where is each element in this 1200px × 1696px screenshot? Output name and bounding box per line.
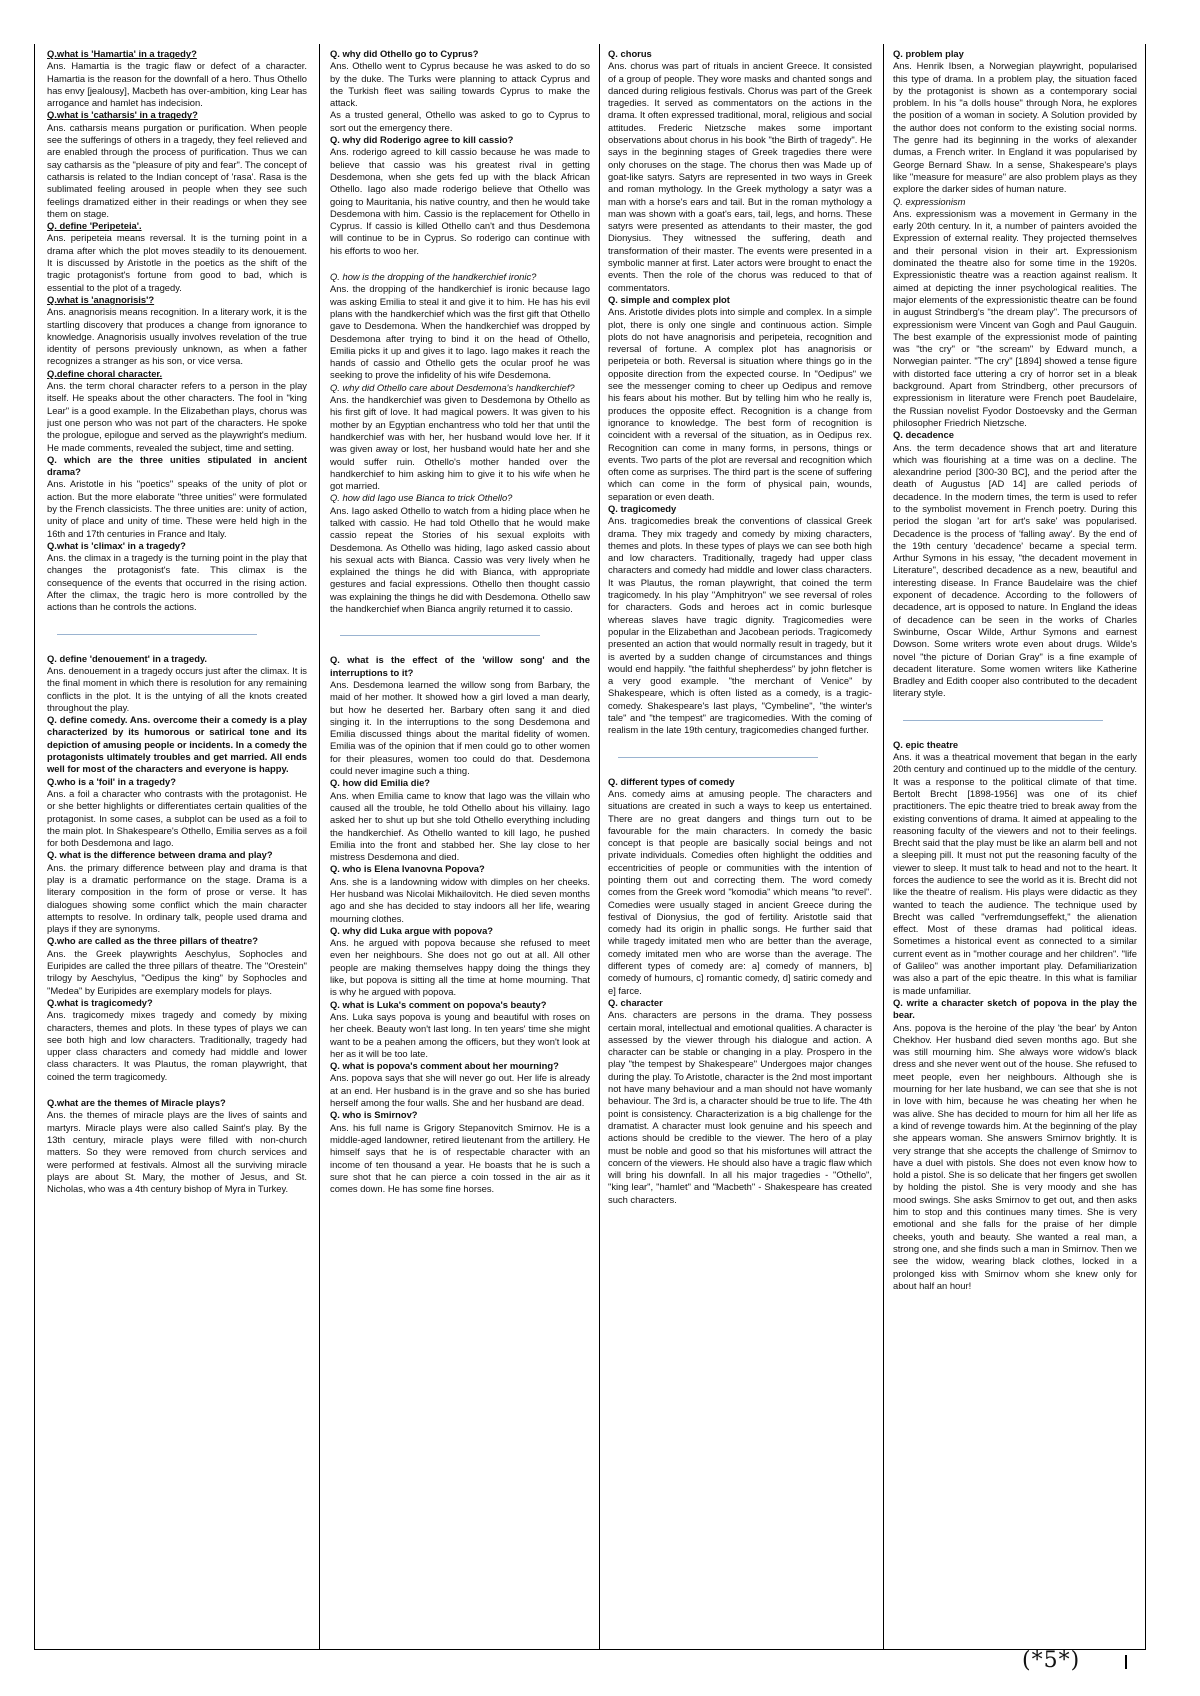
answer-text: Ans. denouement in a tragedy occurs just after the climax. It is the final moment in which there is resolution for any remaining conflicts in the plot. It is the untying of all the knots created throughout the play. <box>47 664 307 713</box>
column-1 <box>47 48 307 1645</box>
question-heading: Q. simple and complex plot <box>608 293 730 305</box>
question-heading: Q. character <box>608 996 663 1008</box>
question-heading: Q. what is popova's comment about her mourning? <box>330 1060 559 1072</box>
question-heading: Q. problem play <box>893 48 964 59</box>
question-heading: Q.what is tragicomedy? <box>47 996 153 1008</box>
question-heading: Q.what is 'anagnorisis'? <box>47 293 155 305</box>
column-divider <box>319 44 320 1649</box>
answer-text: Ans. catharsis means purgation or purification. When people see the sufferings of others in a tragedy, they feel relieved and are enabled through the process of purification. Thus we can say catharsis as the "pleasure of pity and fear". The concept of catharsis is related to the Indian concept of 'rasa'. Rasa is the sublimated feeling aroused in people when they see such feelings dramatized either in their readings or when they see them on stage. <box>47 121 307 219</box>
spacer <box>330 257 590 271</box>
column-divider <box>883 44 884 1649</box>
question-heading: Q. why did Roderigo agree to kill cassio? <box>330 134 514 146</box>
question-heading: Q. how did Iago use Bianca to trick Othello? <box>330 492 513 504</box>
answer-text: Ans. when Emilia came to know that Iago was the villain who caused all the trouble, he told Othello about his villainy. Iago asked her to shut up but she told Othello everything including the handkerchief. As Othello wanted to kill Iago, he pushed Emilia into the front and stabbed her. She lay close to her mistress Desdemona and died. <box>330 789 590 863</box>
answer-text: Ans. she is a landowning widow with dimples on her cheeks. Her husband was Nicolai Mikhailovitch. He died seven months ago and she has decided to stay indoors all her life, wearing mourning clothes. <box>330 875 590 924</box>
page-number: (*5*) <box>1022 1648 1081 1673</box>
answer-text: Ans. Othello went to Cyprus because he was asked to do so by the duke. The Turks were planning to attack Cyprus and the Turkish fleet was sailing towards Cyprus to make the attack. <box>330 60 590 109</box>
section-separator <box>57 634 257 635</box>
answer-text: Ans. chorus was part of rituals in ancient Greece. It consisted of a group of people. They wore masks and chanted songs and danced during religious festivals. Chorus was part of the Greek tragedies. It served as commentators on the actions in the drama. It often expressed traditional, moral, religious and social attitudes. Frederic Nietzsche makes some important observations about chorus in his book "the Birth of tragedy". He says in the beginning stages of Greek tragedies there were only choruses on the stage. The chorus then was Made up of goat-like satyrs. Satyrs are represented in two ways in Greek and roman mythology. In the Greek mythology a satyr was a man with a horse's ears and tail. But in the roman mythology a man was shown with a goat's ears, tail, legs, and horns. These satyrs were presented as attendants to their master, the god Dionysius. They witnessed the suffering, death and transformation of their master. The events were presented in a symbolic manner at first. Later actors were brought to enact the events. Then the role of the chorus was reduced to that of commentators. <box>608 60 872 293</box>
question-heading: Q. why did Luka argue with popova? <box>330 924 494 936</box>
question-heading: Q. why did Othello care about Desdemona's handkerchief? <box>330 381 575 393</box>
question-heading: Q.what is 'climax' in a tragedy? <box>47 539 186 551</box>
answer-text: Ans. Aristotle divides plots into simple and complex. In a simple plot, there is only one single and continuous action. Simple plots do not have anagnorisis and peripeteia, recognition and reversal of fortune. A complex plot has anagnorisis or peripeteia or both. Reversal is situation where things go in the opposite direction from the expected course. In "Oedipus" we see the messenger coming to cheer up Oedipus and remove his fears about his mother. But by telling him who he really is, produces the opposite effect. Recognition is a change from ignorance to knowledge. The best form of recognition is coincident with a reversal of the situation, as in Oedipus rex. Recognition can come in many forms, in persons, things or events. Two parts of the plot are reversal and recognition which often come as surprises. The third part is the scene of suffering which can come in the form of physical pain, wounds, separation or even death. <box>608 306 872 502</box>
question-heading: Q. how is the dropping of the handkerchief ironic? <box>330 271 537 283</box>
answer-text: Ans. a foil a character who contrasts with the protagonist. He or she better highlights or differentiates certain qualities of the protagonist. In some cases, a subplot can be used as a foil to the main plot. In Shakespeare's Othello, Emilia serves as a foil for both Desdemona and Iago. <box>47 787 307 849</box>
question-heading: Q.what is 'catharsis' in a tragedy? <box>47 109 198 121</box>
question-heading: Q. which are the three unities stipulated in ancient drama? <box>47 453 307 478</box>
answer-text: Ans. the climax in a tragedy is the turning point in the play that changes the protagonist's fate. This climax is the consequence of the events that occurred in the rising action. After the climax, the tragic hero is more controlled by the actions than he controls the actions. <box>47 552 307 613</box>
answer-text: Ans. Henrik Ibsen, a Norwegian playwright, popularised this type of drama. In a problem play, the situation faced by the protagonist is shown as a contemporary social problem. In his "a dolls house" through Nora, he explores the position of a woman in society. A Solution provided by the author does not conform to the existing social norms. The genre had its beginning in the works of alexander dumas, a French writer. In England it was popularised by George Bernard Shaw. In a sense, Shakespeare's plays like "measure for measure" are also problem plays as they explore the darker sides of human nature. <box>893 60 1137 195</box>
section-separator <box>340 635 540 636</box>
question-heading: Q.who is a 'foil' in a tragedy? <box>47 775 176 787</box>
question-heading: Q.what is 'Hamartia' in a tragedy? <box>47 48 197 59</box>
question-heading: Q. tragicomedy <box>608 502 677 514</box>
question-heading: Q. decadence <box>893 429 954 441</box>
answer-text: Ans. expressionism was a movement in Germany in the early 20th century. In it, a number of painters avoided the Expression of external reality. They projected themselves and their personal vision in their art. Expressionism dominated the theatre also for some time in the 1920s. Expressionistic theatre was a reaction against realism. It aimed at depicting the inner psychological realities. The major elements of the expressionistic theatre can be found in august Strindberg's "the dream play". The precursors of expressionism were Vincent van Gogh and Paul Gauguin. The best example of the expressionist mode of painting was "the cry" or "the scream" by Edward munch, a Norwegian painter. "The cry" [1894] showed a tense figure with distorted face uttering a cry of horror set in a bleak background. Apart from Strindberg, other precursors of expressionism in literature were French poet Baudelaire, the Russian novelist Fyodor Dostoevsky and the German philosopher Friedrich Nietzsche. <box>893 207 1137 428</box>
question-heading: Q. who is Smirnov? <box>330 1109 418 1121</box>
answer-text: Ans. Iago asked Othello to watch from a hiding place when he talked with cassio. He had told Othello that he would make cassio repeat the Stories of his sexual exploits with Desdemona. As Othello was hiding, Iago asked cassio about his sexual acts with Bianca. Cassio was very lively when he explained the things he did with Bianca, with appropriate gestures and facial expressions. Othello then thought cassio was explaining the things he did with Desdemona. Othello saw the handkerchief when Bianca angrily returned it to cassio. <box>330 504 590 615</box>
question-heading: Q. define 'Peripeteia'. <box>47 220 142 232</box>
section-separator <box>618 757 818 758</box>
question-heading: Q. how did Emilia die? <box>330 777 431 789</box>
answer-text: Ans. popova says that she will never go out. Her life is already at an end. Her husband is in the grave and so she has buried herself among the four walls. She and her husband are dead. <box>330 1072 590 1109</box>
answer-text: Ans. the Greek playwrights Aeschylus, Sophocles and Euripides are called the three pillars of theatre. The "Orestein" trilogy by Aeschylus, "Oedipus the king" by Sophocles and "Medea" by Euripides are exemplary models for plays. <box>47 947 307 996</box>
question-heading: Q.define choral character. <box>47 367 163 379</box>
question-heading: Q.who are called as the three pillars of theatre? <box>47 935 259 947</box>
question-heading: Q. what is the difference between drama and play? <box>47 849 273 861</box>
answer-text: Ans. the term choral character refers to a person in the play itself. He speaks about the other characters. The fool in "king Lear" is a good example. In the Elizabethan plays, chorus was just one person who was not part of the characters. He spoke the prologue, epilogue and served as the playwright's medium. He made comments, revealed the subject, time and setting. <box>47 380 307 453</box>
question-heading: Q. define comedy. Ans. overcome their a comedy is a play characterized by its humorous or satirical tone and its depiction of amusing people or incidents. In a comedy the protagonists ultimately troubles and get married. All ends well for most of the characters and everyone is happy. <box>47 714 307 775</box>
corner-mark <box>1125 1655 1127 1669</box>
column-2 <box>330 48 590 1645</box>
question-heading: Q. write a character sketch of popova in the play the bear. <box>893 996 1137 1021</box>
column-divider <box>599 44 600 1649</box>
answer-text: Ans. anagnorisis means recognition. In a literary work, it is the startling discovery that produces a change from ignorance to knowledge. Anagnorisis usually involves revelation of the true identity of persons previously unknown, as when a father recognizes a stranger as his son, or vice versa. <box>47 306 307 367</box>
answer-text: Ans. the primary difference between play and drama is that play is a dramatic performance on the stage. Drama is a literary composition in the form of prose or verse. It has dialogues showing some conflict which the main character attempts to resolve. In ordinary talk, people used drama and plays if they are synonyms. <box>47 861 307 935</box>
answer-text: Ans. Hamartia is the tragic flaw or defect of a character. Hamartia is the reason for the downfall of a hero. Thus Othello has envy [jealousy], Macbeth has over-ambition, king Lear has arrogance and hamlet has indecision. <box>47 60 307 109</box>
answer-text: Ans. tragicomedy mixes tragedy and comedy by mixing characters, themes and plots. In these types of plays we can see both high and low characters. Traditionally, tragedy had upper class characters and comedy had middle and lower class characters. It was Plautus, the roman playwright, that coined the term tragicomedy. <box>47 1009 307 1082</box>
question-heading: Q. why did Othello go to Cyprus? <box>330 48 479 59</box>
answer-text: Ans. peripeteia means reversal. It is the turning point in a drama after which the plot moves steadily to its denouement. It is discussed by Aristotle in the poetics as the shift of the tragic protagonist's fortune from good to bad, which is essential to the plot of a tragedy. <box>47 232 307 293</box>
question-heading: Q. what is Luka's comment on popova's beauty? <box>330 998 547 1010</box>
answer-text: Ans. his full name is Grigory Stepanovitch Smirnov. He is a middle-aged landowner, retired lieutenant from the artillery. He himself says that he is of respectable character with an income of ten thousand a year. He boasts that he is such a sure shot that he can pierce a coin tossed in the air as it comes down. He has some fine horses. <box>330 1121 590 1195</box>
answer-text: Ans. Aristotle in his "poetics" speaks of the unity of plot or action. But the more elaborate "three unities" were formulated by the French classicists. The three unities are: unity of action, unity of place and unity of time. These were held high in the 16th and 17th centuries in France and Italy. <box>47 478 307 539</box>
spacer <box>47 1083 307 1097</box>
answer-text: Ans. he argued with popova because she refused to meet even her neighbours. She does not go out at all. All other people are making themselves happy doing the things they like, but popova is sitting all the time at home mourning. That is why he argued with popova. <box>330 937 590 998</box>
answer-text: Ans. popova is the heroine of the play 'the bear' by Anton Chekhov. Her husband died seven months ago. But she was still mourning him. She always wore widow's black dress and she never went out of the house. She refused to meet people, even her neighbours. Although she is mourning for her late husband, we can see that she is not in love with him, because he was cheating her when he was alive. She has decided to mourn for him all her life as a kind of revenge towards him. At the beginning of the play she appears woman. She answers Smirnov brightly. It is very strange that she accepts the challenge of Smirnov to have a duel with pistols. She does not even know how to hold a pistol. She is so delicate that her fingers get swollen by holding the pistol. She is very moody and she has mood swings. She asks Smirnov to get out, and then asks him to stop and this continues many times. She is very emotional and she falls for the praise of her dimple cheeks, youth and beauty. She wanted a real man, a strong one, and she finds such a man in Smirnov. Then we see the widow, wearing black clothes, locked in a prolonged kiss with Smirnov whom she knew only for about half an hour! <box>893 1021 1137 1291</box>
answer-text: Ans. the dropping of the handkerchief is ironic because Iago was asking Emilia to steal it and give it to him. He has his evil plans with the handkerchief which was the first gift that Othello gave to Desdemona. When the handkerchief was dropped by Desdemona after trying to bind it on the head of Othello, Emilia picks it up and gives it to Iago. Iago makes it reach the hands of cassio and Othello gets the ocular proof he was seeking to prove the infidelity of his wife Desdemona. <box>330 283 590 381</box>
question-heading: Q. different types of comedy <box>608 775 735 787</box>
column-3 <box>608 48 872 1645</box>
answer-text: Ans. Desdemona learned the willow song from Barbary, the maid of her mother. It showed how a girl loved a man dearly, but how he deserted her. Barbary often sang it and died singing it. In the interruptions to the song Desdemona and Emilia discussed things about the marital fidelity of women. Emilia was of the opinion that if men could go to other women for their pleasures, women too could do that. Desdemona could never imagine such a thing. <box>330 678 590 777</box>
answer-text: Ans. roderigo agreed to kill cassio because he was made to believe that cassio was his greatest rival in getting Desdemona, when she gets fed up with the black African Othello. Iago also made roderigo believe that Othello was going to Mauritania, his native country, and then he would take Desdemona with him. Cassio is the replacement for Othello in Cyprus. If cassio is killed Othello can't and thus Desdemona will continue to be in Cyprus. So roderigo can continue with his efforts to woo her. <box>330 146 590 256</box>
answer-text: Ans. comedy aims at amusing people. The characters and situations are created in such a ways to keep us entertained. There are no great dangers and things turn out to be favourable for the main characters. In comedy the basic concept is that people are basically social beings and not private individuals. Comedies often highlight the oddities and eccentricities of people or communities with the intention of pointing them out and correcting them. The word comedy comes from the Greek word "komodia" which means "to revel". Comedies were usually staged in ancient Greece during the festival of Dionysius, the god of fertility. Aristotle said that comedy had its origin in phallic songs. He further said that while tragedy imitated men who are better than the average, comedy imitated men who are worse than the average. The different types of comedy are: a] comedy of manners, b] comedy of humours, c] romantic comedy, d] satiric comedy and e] farce. <box>608 787 872 996</box>
answer-text: As a trusted general, Othello was asked to go to Cyprus to sort out the emergency there. <box>330 109 590 133</box>
question-heading: Q.what are the themes of Miracle plays? <box>47 1097 226 1109</box>
question-heading: Q. what is the effect of the 'willow song' and the interruptions to it? <box>330 654 590 678</box>
page-sheet <box>34 44 1146 1650</box>
answer-text: Ans. tragicomedies break the conventions of classical Greek drama. They mix tragedy and comedy by mixing characters, themes and plots. In these types of plays we can see both high and low characters. Traditionally, tragedy had upper class characters and comedy had middle and lower class characters. It was Plautus, the roman playwright, that coined the term tragicomedy. In his play "Amphitryon" we see reversal of roles for characters. Gods and heroes act in comic burlesque whereas slaves have tragic dignity. Tragicomedies were popular in the Elizabethan and Jacobean periods. Tragicomedy presented an action that would normally result in tragedy, but it is averted by a sudden change of circumstances and things would end happily. "the faithful shepherdess" by john fletcher is a very good example. "the merchant of Venice" by Shakespeare, which is often listed as a comedy, is a tragic-comedy. Shakespeare's last plays, "Cymbeline", "the winter's tale" and "the tempest" are tragicomedies. With the coming of realism in the late 19th century, tragicomedies changed further. <box>608 515 872 736</box>
answer-text: Ans. the term decadence shows that art and literature which was flourishing at a time was on a decline. The alexandrine period [300-30 BC], and the period after the death of Augustus [AD 14] are called periods of decadence. In the modern times, the term is used to refer to the symbolist movement in French poetry. During this period the slogan 'art for art's sake' was popularised. Decadence is the process of 'falling away'. By the end of the 19th century 'decadence' became a special term. Arthur Symons in his essay, "the decadent movement in Literature", described decadence as a new, beautiful and interesting disease. In France Baudelaire was the chief exponent of decadence. According to the followers of decadence, art is opposed to nature. In England the ideas of decadence can be seen in the works of Charles Swinburne, Oscar Wilde, Arthur Symons and earnest Dowson. Some writers wrote even about drugs. Wilde's novel "the picture of Dorian Gray" is a fine example of decadent literature. Some women writers like Katherine Bradley and Edith cooper also contributed to the decadent literary style. <box>893 441 1137 699</box>
answer-text: Ans. it was a theatrical movement that began in the early 20th century and continued up to the middle of the century. It was a response to the political climate of that time. Bertolt Brecht [1898-1956] was one of its chief practitioners. The epic theatre tried to break away from the existing conventions of drama. It aimed at appealing to the reasoning faculty of the viewers and not to their feelings. Brecht said that the play must be like an alarm bell and not a sleeping pill. It must not put the reasoning faculty of the viewer to sleep. It must talk to head and not to the heart. It forces the audience to see the world as it is. Brecht did not like the theatre of realism. His plays were didactic as they wanted to teach the audience. The technique used by Brecht was called "verfremdungseffekt," the alienation effect. Most of these dramas had political ideas. Sometimes a historical event as connected to a similar current event as in "mother courage and her children". "life of Galileo" was another important play. Defamiliarization was also a part of the epic theatre. In this what is familiar is made unfamiliar. <box>893 751 1137 996</box>
answer-text: Ans. Luka says popova is young and beautiful with roses on her cheek. Beauty won't last long. In ten years' time she might want to be a peahen among the officers, but they won't look at her as it will be too late. <box>330 1010 590 1059</box>
question-heading: Q. expressionism <box>893 195 966 207</box>
answer-text: Ans. the handkerchief was given to Desdemona by Othello as his first gift of love. It had magical powers. It was given to his mother by an Egyptian enchantress who told her that until the handkerchief was with her, her husband would love her. If it was given away or lost, her husband would hate her and she would suffer ruin. Othello's mother handed over the handkerchief to him asking him to give it to his wife when he got married. <box>330 394 590 492</box>
section-separator <box>903 720 1103 721</box>
question-heading: Q. chorus <box>608 48 652 59</box>
answer-text: Ans. the themes of miracle plays are the lives of saints and martyrs. Miracle plays were also called Saint's play. By the 13th century, miracle plays were filled with non-church matters. So they were removed from church services and were performed at festivals. Almost all the surviving miracle plays are about St. Mary, the mother of Jesus, and St. Nicholas, who was a 4th century bishop of Myra in Turkey. <box>47 1109 307 1195</box>
column-4 <box>893 48 1137 1645</box>
question-heading: Q. epic theatre <box>893 738 959 750</box>
question-heading: Q. who is Elena Ivanovna Popova? <box>330 863 485 875</box>
answer-text: Ans. characters are persons in the drama. They possess certain moral, intellectual and emotional qualities. A character is assessed by the viewer through his dialogue and action. A character can be stable or changing in a play. Prospero in the play "the tempest by Shakespeare" Undergoes major changes during the play. To Aristotle, character is the 2nd most important not have many behaviour and a man should not have womanly behaviour. The 3rd is, a character should be true to life. The 4th point is consistency. Characterization is a big challenge for the dramatist. A character must look genuine and his speech and actions should be credible to the viewer. The hero of a play must be noble and good so that his misfortunes will attract the concern of the viewers. He should also have a tragic flaw which will bring his downfall. In all his major tragedies - "Othello", "king lear", "hamlet" and "Macbeth" - Shakespeare has created such characters. <box>608 1009 872 1205</box>
question-heading: Q. define 'denouement' in a tragedy. <box>47 652 208 664</box>
